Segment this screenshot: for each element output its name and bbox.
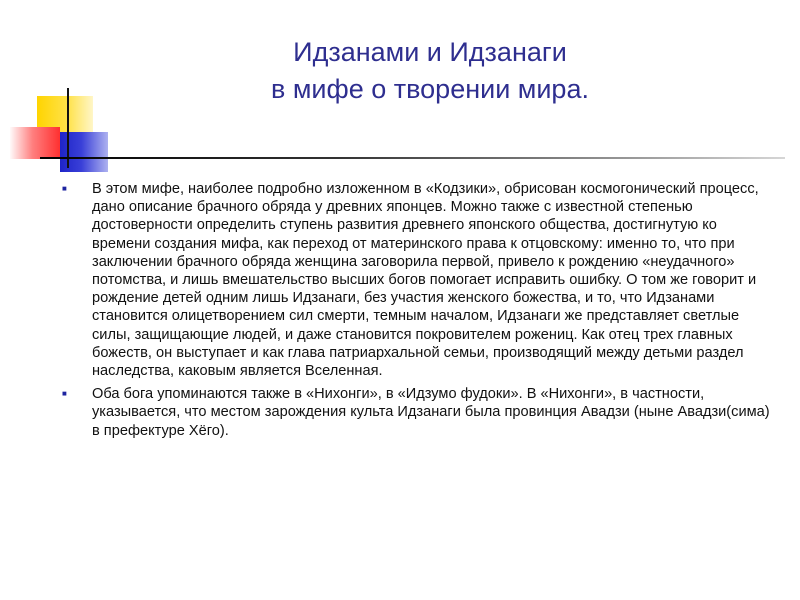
bullet-list	[60, 180, 772, 445]
title-underline-rule	[40, 157, 785, 159]
slide-title	[110, 34, 750, 108]
bullet-text: Оба бога упоминаются также в «Нихонги», в «Идзумо фудоки». В «Нихонги», в частности, указывается, что местом зарождения культа Идзанаги была провинция Авадзи (ныне Авадзи(сима) в префектуре Хёго).	[92, 386, 770, 439]
bullet-square-icon: ■	[62, 389, 67, 399]
list-item	[60, 385, 772, 440]
bullet-square-icon: ■	[62, 184, 67, 193]
red-square-decoration	[10, 127, 60, 159]
bullet-text: В этом мифе, наиболее подробно изложенном в «Кодзики», обрисован космогонический процесс, дано описание брачного обряда у древних японцев. Можно также с известной степенью достоверности определить ступень развития древнего японского общества, достигнутую ко времени создания мифа, как переход от материнского права к отцовскому: именно то, что при заключении брачного обряда женщина заговорила первой, привело к рождению «неудачного» потомства, и лишь вмешательство высших богов помогает исправить ошибку. О том же говорит и рождение детей одним лишь Идзанаги, без участия женского божества, и то, что Идзанами становится олицетворением сил смерти, темным началом, Идзанаги же представляет светлые силы, защищающие людей, и даже становится покровителем рожениц. Как отец трех главных божеств, он выступает и как глава патриархальной семьи, производящий между детьми раздел наследства, каковым является Вселенная.	[92, 181, 759, 380]
title-line-2: в мифе о творении мира.	[271, 74, 589, 104]
title-line-1: Идзанами и Идзанаги	[293, 37, 567, 67]
vertical-rule	[67, 88, 69, 168]
list-item	[60, 180, 772, 380]
